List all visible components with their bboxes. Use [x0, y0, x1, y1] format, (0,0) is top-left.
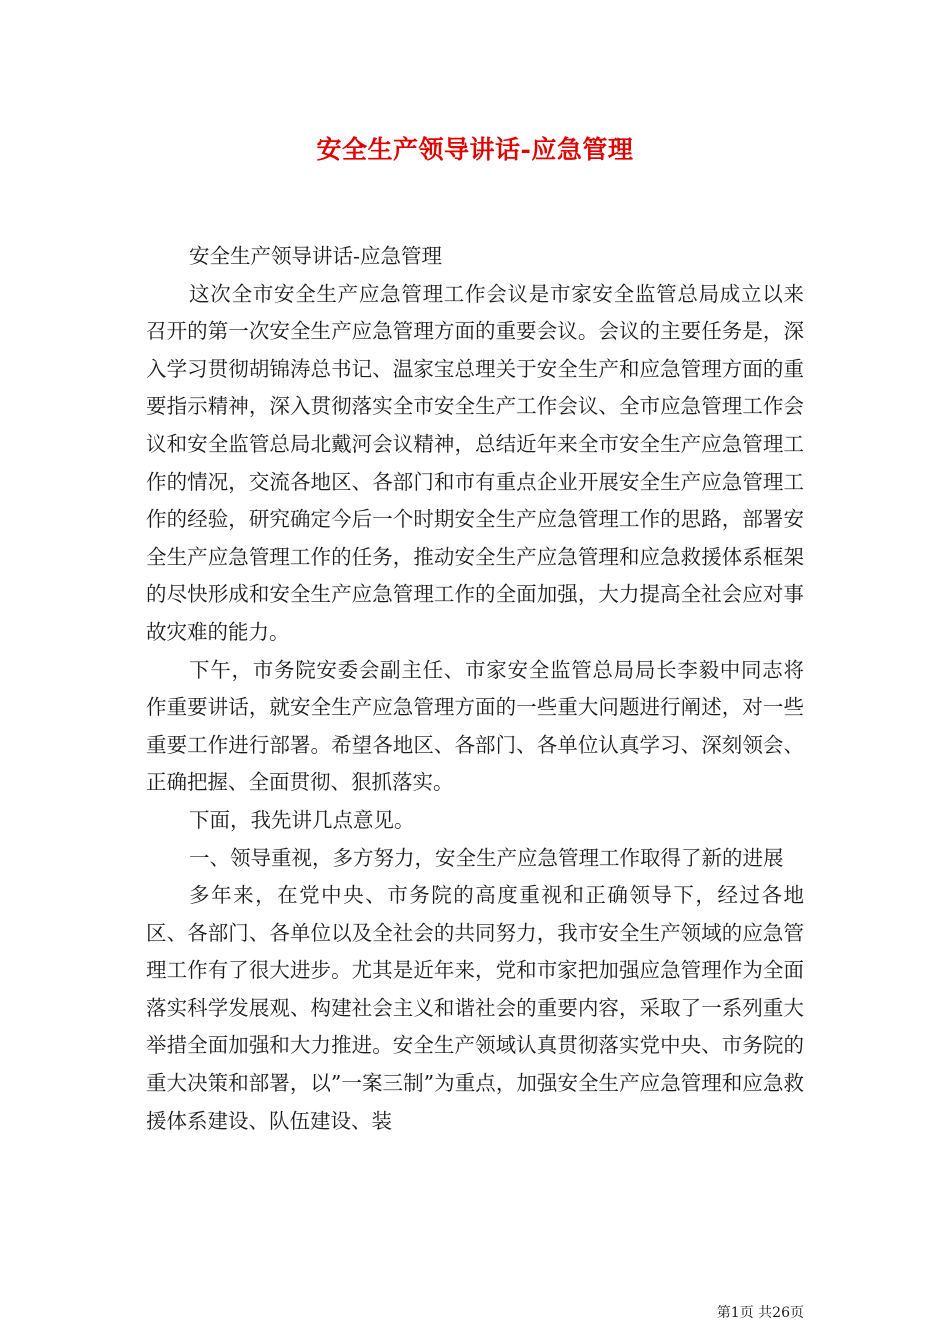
footer-suffix: 页	[790, 1305, 804, 1321]
paragraph-afternoon: 下午，市务院安委会副主任、市家安全监管总局局长李毅中同志将作重要讲话，就安全生产应急管理方面的一些重大问题进行阐述，对一些重要工作进行部署。希望各地区、各部门、各单位认真学习、深刻领会、正确把握、全面贯彻、狠抓落实。	[146, 657, 804, 795]
paragraph-section-heading: 一、领导重视，多方努力，安全生产应急管理工作取得了新的进展	[189, 845, 784, 870]
document-body	[146, 238, 804, 1140]
paragraph-progress: 多年来，在党中央、市务院的高度重视和正确领导下，经过各地区、各部门、各单位以及全社会的共同努力，我市安全生产领域的应急管理工作有了很大进步。尤其是近年来，党和市家把加强应急管理作为全面落实科学发展观、构建社会主义和谐社会的重要内容，采取了一系列重大举措全面加强和大力推进。安全生产领域认真贯彻落实党中央、市务院的重大决策和部署，以”一案三制”为重点，加强安全生产应急管理和应急救援体系建设、队伍建设、装	[146, 883, 804, 1133]
footer-current-page: 1	[730, 1305, 740, 1321]
page-number-footer	[717, 1302, 804, 1322]
paragraph-intro: 这次全市安全生产应急管理工作会议是市家安全监管总局成立以来召开的第一次安全生产应急管理方面的重要会议。会议的主要任务是，深入学习贯彻胡锦涛总书记、温家宝总理关于安全生产和应急管理方面的重要指示精神，深入贯彻落实全市安全生产工作会议、全市应急管理工作会议和安全监管总局北戴河会议精神，总结近年来全市安全生产应急管理工作的情况，交流各地区、各部门和市有重点企业开展安全生产应急管理工作的经验，研究确定今后一个时期安全生产应急管理工作的思路，部署安全生产应急管理工作的任务，推动安全生产应急管理和应急救援体系框架的尽快形成和安全生产应急管理工作的全面加强，大力提高全社会应对事故灾难的能力。	[146, 281, 804, 644]
paragraph-opinions: 下面，我先讲几点意见。	[189, 807, 415, 832]
paragraph-subtitle: 安全生产领导讲话-应急管理	[189, 244, 442, 268]
footer-total-pages: 26	[772, 1305, 790, 1321]
document-title: 安全生产领导讲话-应急管理	[316, 135, 634, 164]
footer-prefix: 第	[716, 1305, 731, 1321]
footer-middle: 页 共	[739, 1305, 773, 1321]
